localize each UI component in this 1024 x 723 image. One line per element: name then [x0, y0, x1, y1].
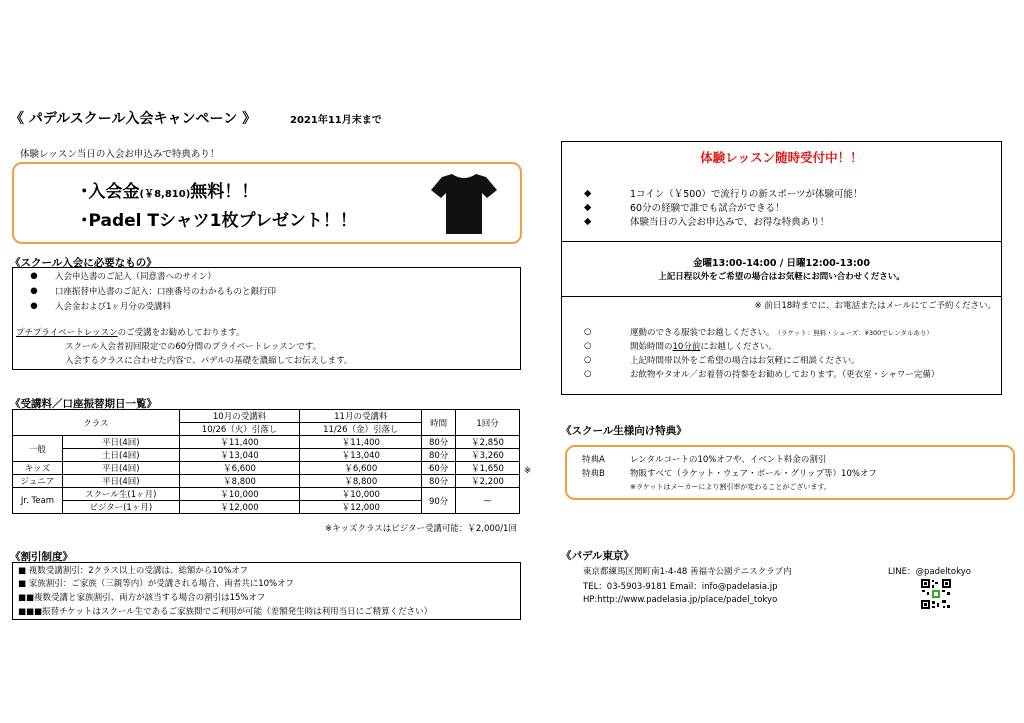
col-nov: 11月の受講料 — [300, 410, 422, 423]
fees-heading: 《受講料／口座振替期日一覧》 — [10, 398, 157, 410]
discount-item: ■ 複数受講割引：2クラス以上の受講は、総額から10%オフ — [18, 566, 249, 576]
required-item: ● 入会申込書のご記入（同意書へのサイン） — [30, 271, 216, 282]
trial-point-text: 1コイン（￥500）で流行りの新スポーツが体験可能！ — [630, 189, 863, 200]
trial-point: ◆ 体験当日の入会お申込みで、お得な特典あり！ — [584, 215, 830, 228]
campaign-title: 《 パデルスクール入会キャンペーン 》 — [10, 111, 257, 127]
discount-box — [12, 562, 521, 620]
trial-note: ○ 開始時間の 10分前 にお越しください。 — [584, 341, 777, 352]
nov-cell: ￥10,000 — [300, 488, 422, 501]
col-oct: 10月の受講料 — [179, 410, 300, 423]
sub-cell: 土日(4回) — [62, 449, 179, 462]
campaign-line-1 — [80, 177, 258, 202]
benefit-b — [582, 467, 877, 479]
discount-item: ■■複数受講と家族割引、両方が該当する場合の割引は15%オフ — [18, 593, 266, 603]
table-row — [13, 449, 520, 462]
table-row — [13, 436, 520, 449]
kids-mark: ※ — [524, 466, 532, 476]
private-lesson-desc-2: 入会するクラスに合わせた内容で、パデルの基礎を濃縮してお伝えします。 — [65, 356, 353, 366]
discount-item: ■■■振替チケットはスクール生であるご家族間でご利用が可能（差額発生時は利用当日にご精算ください） — [18, 607, 433, 617]
benefit-a — [582, 453, 826, 465]
trial-note-text: 開始時間の — [630, 342, 673, 352]
benefit-a-text: レンタルコートの10%オフや、イベント料金の割引 — [630, 455, 827, 465]
oct-cell: ￥11,400 — [179, 436, 300, 449]
tshirt-icon — [430, 172, 498, 236]
once-cell: ￥3,260 — [456, 449, 520, 462]
qr-code-icon[interactable] — [920, 578, 952, 610]
trial-note: ○ 上記時間帯以外をご希望の場合はお気軽にご相談ください。 — [584, 355, 860, 366]
private-lesson-desc-1: スクール入会者初回限定での60分間のプライベートレッスンです。 — [65, 342, 322, 352]
benefit-b-label: 特典B — [582, 469, 605, 479]
trial-heading: 体験レッスン随時受付中！！ — [700, 150, 863, 165]
sub-cell: スクール生(1ヶ月) — [62, 488, 179, 501]
benefit-a-label: 特典A — [582, 455, 605, 465]
trial-point: ◆ 1コイン（￥500）で流行りの新スポーツが体験可能！ — [584, 187, 863, 200]
oct-cell: ￥6,600 — [179, 462, 300, 475]
entry-fee-price: (￥8,810) — [139, 189, 191, 200]
campaign-line-2: ･Padel Tシャツ1枚プレゼント！！ — [80, 211, 357, 231]
sub-cell: 平日(4回) — [62, 462, 179, 475]
campaign-note: 体験レッスン当日の入会お申込みで特典あり！ — [20, 149, 220, 160]
benefit-b-note: ※ラケットはメーカーにより割引率が変わることがございます。 — [630, 483, 831, 491]
trial-point-text: 60分の経験で誰でも試合ができる！ — [630, 203, 785, 214]
trial-point-text: 体験当日の入会お申込みで、お得な特典あり！ — [630, 217, 830, 228]
oct-cell: ￥12,000 — [179, 501, 300, 514]
oct-cell: ￥10,000 — [179, 488, 300, 501]
trial-point: ◆ 60分の経験で誰でも試合ができる！ — [584, 201, 785, 214]
nov-cell: ￥13,040 — [300, 449, 422, 462]
oct-cell: ￥13,040 — [179, 449, 300, 462]
time-cell: 80分 — [422, 449, 456, 462]
oct-cell: ￥8,800 — [179, 475, 300, 488]
discount-item: ■ 家族割引：ご家族（三親等内）が受講される場合、両者共に10%オフ — [18, 579, 294, 589]
table-row — [13, 475, 520, 488]
fees-footnote: ※キッズクラスはビジター受講可能：￥2,000/1回 — [325, 524, 517, 534]
col-oct-sub: 10/26（火）引落し — [179, 423, 300, 436]
trial-note-small: （ラケット：無料・シューズ：¥300でレンタルあり） — [774, 328, 933, 337]
table-row — [13, 462, 520, 475]
trial-note: ○ 運動のできる服装でお越しください。 （ラケット：無料・シューズ：¥300でレンタルあり） — [584, 327, 933, 338]
private-lesson-title: プチプライベートレッスン — [16, 328, 118, 338]
trial-note-underline: 10分前 — [672, 342, 701, 352]
once-cell: ￥2,200 — [456, 475, 520, 488]
group-cell: ジュニア — [13, 475, 63, 488]
nov-cell: ￥6,600 — [300, 462, 422, 475]
campaign-deadline: 2021年11月末まで — [290, 115, 382, 126]
trial-note-text: 運動のできる服装でお越しください。 — [630, 328, 775, 338]
once-cell: ￥2,850 — [456, 436, 520, 449]
benefits-box — [565, 445, 1015, 500]
contact-hp: HP:http://www.padelasia.jp/place/padel_tokyo — [583, 595, 778, 605]
group-cell: キッズ — [13, 462, 63, 475]
nov-cell: ￥11,400 — [300, 436, 422, 449]
required-box — [12, 267, 521, 370]
time-cell: 80分 — [422, 475, 456, 488]
private-lesson-text: のご受講をお勧めしております。 — [117, 328, 245, 338]
trial-reserve-note: ※ 前日18時までに、お電話またはメールにてご予約ください。 — [754, 301, 996, 311]
trial-note-text: にお越しください。 — [700, 342, 777, 352]
trial-box — [561, 141, 1002, 395]
discount-heading: 《割引制度》 — [10, 551, 73, 563]
required-item-text: 入会申込書のご記入（同意書へのサイン） — [55, 272, 216, 282]
sub-cell: 平日(4回) — [62, 475, 179, 488]
entry-fee-label: ･入会金 — [80, 182, 140, 202]
required-heading: 《スクール入会に必要なもの》 — [10, 257, 157, 269]
contact-heading: 《パデル東京》 — [561, 550, 634, 562]
group-cell: 一般 — [13, 436, 63, 462]
group-cell: Jr. Team — [13, 488, 63, 514]
trial-note: ○ お飲物やタオル／お着替の持参をお勧めしております。（更衣室・シャワー完備） — [584, 369, 940, 380]
col-class: クラス — [13, 410, 180, 436]
campaign-box — [12, 162, 522, 244]
trial-note-text: 上記時間帯以外をご希望の場合はお気軽にご相談ください。 — [630, 356, 860, 366]
benefits-heading: 《スクール生様向け特典》 — [561, 425, 687, 437]
entry-fee-free: 無料！！ — [190, 182, 259, 202]
time-cell: 60分 — [422, 462, 456, 475]
time-cell: 90分 — [422, 488, 456, 514]
col-nov-sub: 11/26（金）引落し — [300, 423, 422, 436]
once-cell: ￥1,650 — [456, 462, 520, 475]
sub-cell: ビジター(1ヶ月) — [62, 501, 179, 514]
required-item: ● 口座振替申込書のご記入：口座番号のわかるものと銀行印 — [30, 286, 277, 297]
private-lesson-line — [16, 326, 245, 338]
contact-address: 東京都練馬区関町南1-4-48 善福寺公園テニスクラブ内 — [583, 567, 792, 577]
required-item: ● 入会金および1ヶ月分の受講料 — [30, 301, 171, 312]
nov-cell: ￥8,800 — [300, 475, 422, 488]
sub-cell: 平日(4回) — [62, 436, 179, 449]
once-cell: — — [456, 488, 520, 514]
trial-note-text: お飲物やタオル／お着替の持参をお勧めしております。（更衣室・シャワー完備） — [630, 370, 940, 380]
trial-divider — [562, 241, 1001, 242]
trial-hours-note: 上記日程以外をご希望の場合はお気軽にお問い合わせください。 — [658, 272, 905, 282]
trial-divider — [562, 296, 1001, 297]
trial-hours: 金曜13:00-14:00 / 日曜12:00-13:00 — [693, 258, 870, 269]
col-once: 1回分 — [456, 410, 520, 436]
required-item-text: 入会金および1ヶ月分の受講料 — [55, 302, 171, 312]
nov-cell: ￥12,000 — [300, 501, 422, 514]
contact-line: LINE：@padeltokyo — [888, 567, 971, 577]
fees-table — [12, 409, 520, 514]
time-cell: 80分 — [422, 436, 456, 449]
benefit-b-text: 物販すべて（ラケット・ウェア・ボール・グリップ等）10%オフ — [630, 469, 877, 479]
col-time: 時間 — [422, 410, 456, 436]
contact-phone-email: TEL：03-5903-9181 Email：info@padelasia.jp — [583, 582, 778, 592]
table-row — [13, 488, 520, 501]
required-item-text: 口座振替申込書のご記入：口座番号のわかるものと銀行印 — [55, 287, 277, 297]
